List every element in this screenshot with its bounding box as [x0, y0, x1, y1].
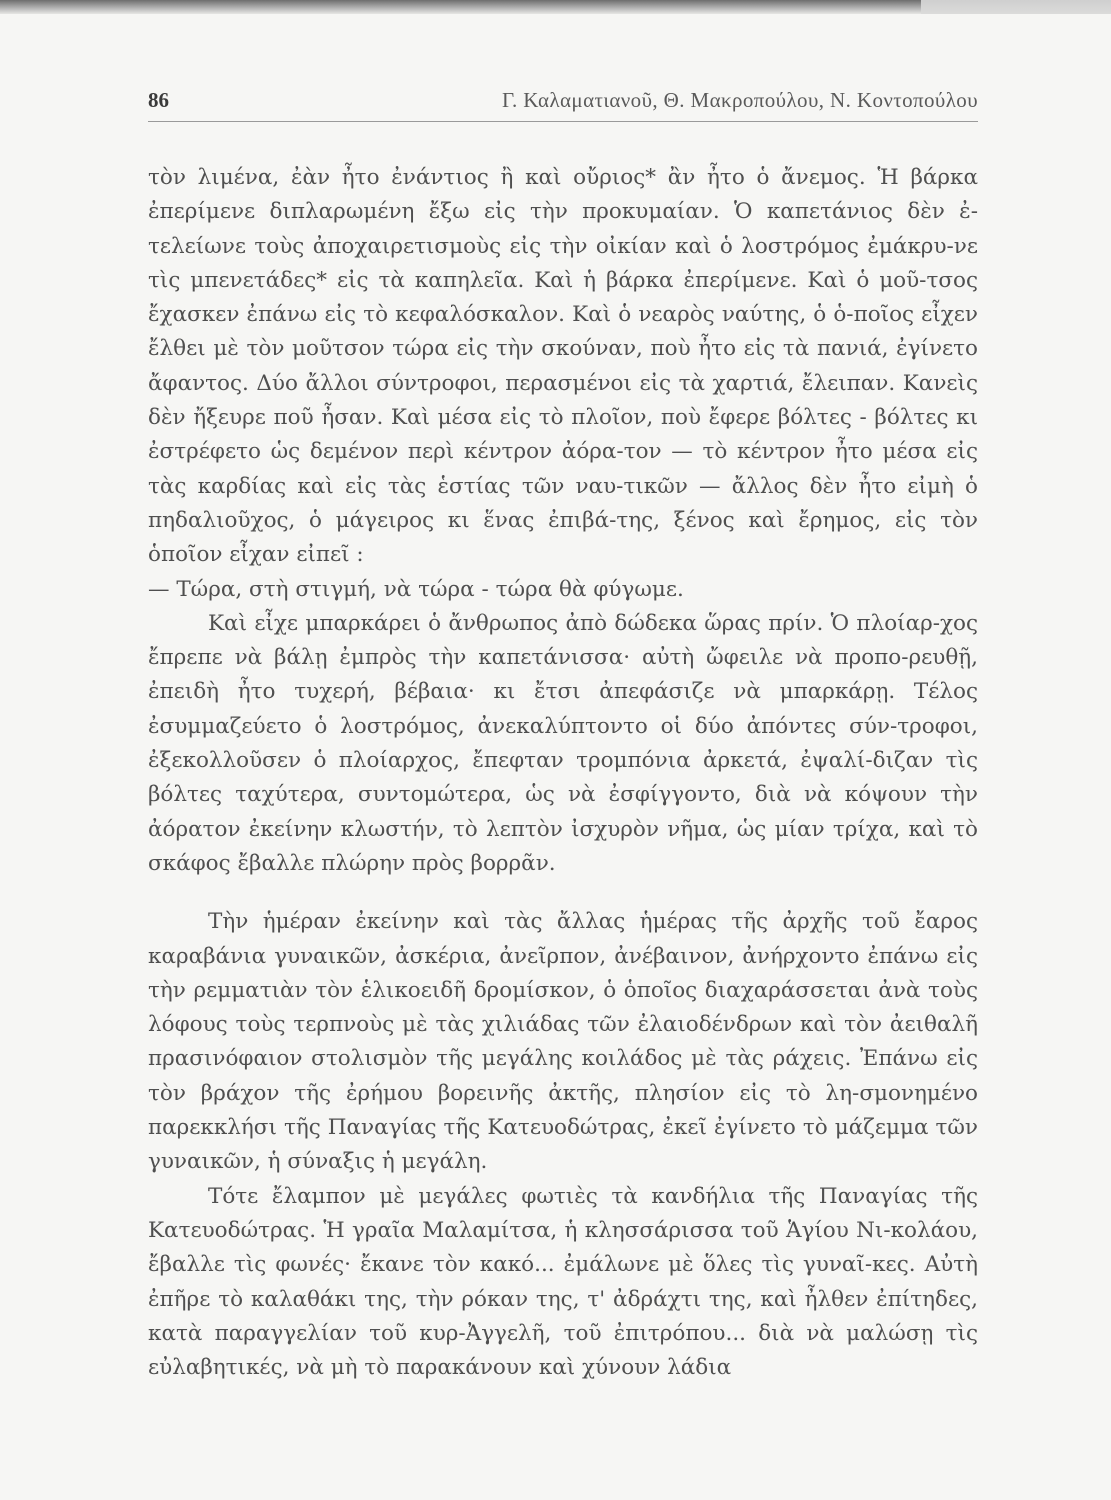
body-text	[148, 161, 978, 1385]
paragraph-2: — Τώρα, στὴ στιγμή, νὰ τώρα - τώρα θὰ φύγωμε.	[148, 576, 684, 602]
page-number: 86	[148, 88, 169, 112]
header-rule	[148, 121, 978, 122]
paragraph-5: Τότε ἔλαμπον μὲ μεγάλες φωτιὲς τὰ κανδήλια τῆς Παναγίας τῆς Κατευοδώτρας. Ἡ γραῖα Μαλαμίτσα, ἡ κλησσάρισσα τοῦ Ἁγίου Νι-κολάου, ἔβαλλε τὶς φωνές· ἔκανε τὸν κακό... ἐμάλωνε μὲ ὅλες τὶς γυναῖ-κες. Αὐτὴ ἐπῆρε τὸ καλαθάκι της, τὴν ρόκαν της, τ' ἀδράχτι της, καὶ ἦλθεν ἐπίτηδες, κατὰ παραγγελίαν τοῦ κυρ-Ἀγγελῆ, τοῦ ἐπιτρόπου... διὰ νὰ μαλώσῃ τὶς εὐλαβητικές, νὰ μὴ τὸ παρακάνουν καὶ χύνουν λάδια	[148, 1183, 978, 1381]
paragraph-4: Τὴν ἡμέραν ἐκείνην καὶ τὰς ἄλλας ἡμέρας τῆς ἀρχῆς τοῦ ἔαρος καραβάνια γυναικῶν, ἀσκέρια, ἀνεῖρπον, ἀνέβαινον, ἀνήρχοντο ἐπάνω εἰς τὴν ρεμματιὰν τὸν ἑλικοειδῆ δρομίσκον, ὁ ὁποῖος διαχαράσσεται ἀνὰ τοὺς λόφους τοὺς τερπνοὺς μὲ τὰς χιλιάδας τῶν ἐλαιοδένδρων καὶ τὸν ἀειθαλῆ πρασινόφαιον στολισμὸν τῆς μεγάλης κοιλάδος μὲ τὰς ράχεις. Ἐπάνω εἰς τὸν βράχον τῆς ἐρήμου βορεινῆς ἀκτῆς, πλησίον εἰς τὸ λη-σμονημένο παρεκκλήσι τῆς Παναγίας τῆς Κατευοδώτρας, ἐκεῖ ἐγίνετο τὸ μάζεμμα τῶν γυναικῶν, ἡ σύναξις ἡ μεγάλη.	[148, 909, 978, 1175]
paragraph-3: Καὶ εἶχε μπαρκάρει ὁ ἄνθρωπος ἀπὸ δώδεκα ὥρας πρίν. Ὁ πλοίαρ-χος ἔπρεπε νὰ βάλῃ ἐμπρὸς τὴν καπετάνισσα· αὐτὴ ὤφειλε νὰ προπο-ρευθῇ, ἐπειδὴ ἦτο τυχερή, βέβαια· κι ἔτσι ἀπεφάσιζε νὰ μπαρκάρῃ. Τέλος ἐσυμμαζεύετο ὁ λοστρόμος, ἀνεκαλύπτοντο οἱ δύο ἀπόντες σύν-τροφοι, ἐξεκολλοῦσεν ὁ πλοίαρχος, ἔπεφταν τρομπόνια ἀρκετά, ἐψαλί-διζαν τὶς βόλτες ταχύτερα, συντομώτερα, ὡς νὰ ἐσφίγγοντο, διὰ νὰ κόψουν τὴν ἀόρατον ἐκείνην κλωστήν, τὸ λεπτὸν ἰσχυρὸν νῆμα, ὡς μίαν τρίχα, καὶ τὸ σκάφος ἔβαλλε πλώρην πρὸς βορρᾶν.	[148, 610, 978, 876]
paragraph-1: τὸν λιμένα, ἐὰν ἦτο ἐνάντιος ἢ καὶ οὔριος* ἂν ἦτο ὁ ἄνεμος. Ἡ βάρκα ἐπερίμενε διπλαρωμένη ἔξω εἰς τὴν προκυμαίαν. Ὁ καπετάνιος δὲν ἐ-τελείωνε τοὺς ἀποχαιρετισμοὺς εἰς τὴν οἰκίαν καὶ ὁ λοστρόμος ἐμάκρυ-νε τὶς μπενετάδες* εἰς τὰ καπηλεῖα. Καὶ ἡ βάρκα ἐπερίμενε. Καὶ ὁ μοῦ-τσος ἔχασκεν ἐπάνω εἰς τὸ κεφαλόσκαλον. Καὶ ὁ νεαρὸς ναύτης, ὁ ὁ-ποῖος εἶχεν ἔλθει μὲ τὸν μοῦτσον τώρα εἰς τὴν σκούναν, ποὺ ἦτο εἰς τὰ πανιά, ἐγίνετο ἄφαντος. Δύο ἄλλοι σύντροφοι, περασμένοι εἰς τὰ χαρτιά, ἔλειπαν. Κανεὶς δὲν ἤξευρε ποῦ ἦσαν. Καὶ μέσα εἰς τὸ πλοῖον, ποὺ ἔφερε βόλτες - βόλτες κι ἐστρέφετο ὡς δεμένον περὶ κέντρον ἀόρα-τον — τὸ κέντρον ἦτο μέσα εἰς τὰς καρδίας καὶ εἰς τὰς ἑστίας τῶν ναυ-τικῶν — ἄλλος δὲν ἦτο εἰμὴ ὁ πηδαλιοῦχος, ὁ μάγειρος κι ἕνας ἐπιβά-της, ξένος καὶ ἔρημος, εἰς τὸν ὁποῖον εἶχαν εἰπεῖ :	[148, 165, 978, 568]
running-title: Γ. Καλαματιανοῦ, Θ. Μακροπούλου, Ν. Κοντοπούλου	[501, 88, 978, 112]
